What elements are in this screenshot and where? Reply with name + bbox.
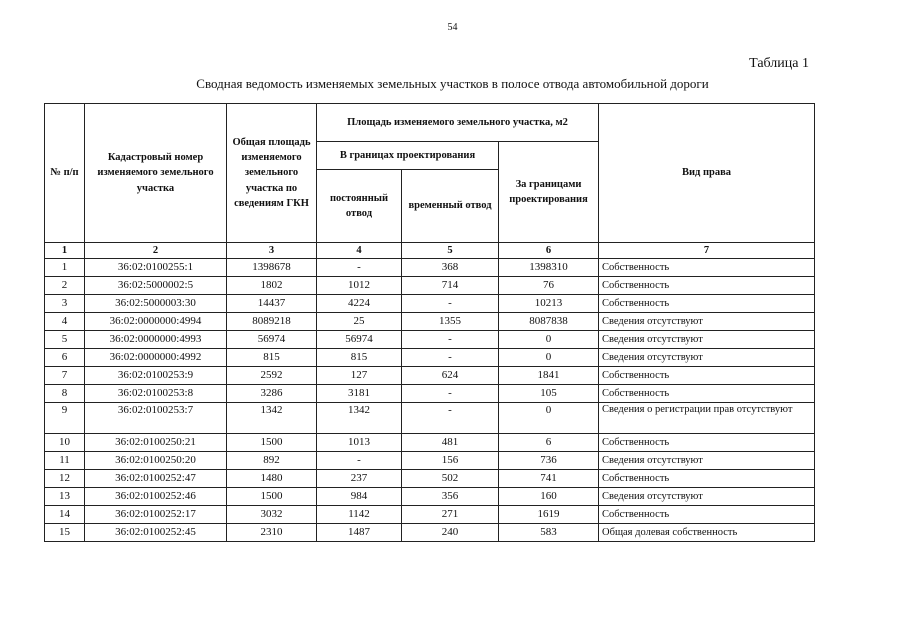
cell-num: 3 (45, 295, 85, 313)
table-row (45, 488, 815, 506)
cell-cadastral: 36:02:0100252:47 (85, 470, 227, 488)
cell-temporary: 156 (402, 452, 499, 470)
cell-num: 14 (45, 506, 85, 524)
cell-outside: 1841 (499, 367, 599, 385)
cell-temporary: - (402, 331, 499, 349)
cell-cadastral: 36:02:0100252:46 (85, 488, 227, 506)
cell-temporary: 502 (402, 470, 499, 488)
cell-num: 7 (45, 367, 85, 385)
header-permanent: постоянный отвод (317, 170, 402, 243)
cell-outside: 105 (499, 385, 599, 403)
cell-right-type: Собственность (599, 470, 815, 488)
table-row (45, 295, 815, 313)
land-plots-table (44, 103, 815, 542)
cell-right-type: Сведения отсутствуют (599, 349, 815, 367)
cell-temporary: 271 (402, 506, 499, 524)
table-label: Таблица 1 (749, 56, 809, 71)
table-row (45, 385, 815, 403)
column-number: 5 (402, 243, 499, 259)
table-row (45, 313, 815, 331)
cell-outside: 0 (499, 331, 599, 349)
cell-right-type: Собственность (599, 434, 815, 452)
column-number-row (45, 243, 815, 259)
cell-cadastral: 36:02:0100253:7 (85, 403, 227, 434)
cell-total-area: 14437 (227, 295, 317, 313)
cell-temporary: 624 (402, 367, 499, 385)
cell-temporary: - (402, 295, 499, 313)
column-number: 7 (599, 243, 815, 259)
cell-temporary: - (402, 403, 499, 434)
cell-outside: 160 (499, 488, 599, 506)
cell-total-area: 3286 (227, 385, 317, 403)
cell-outside: 6 (499, 434, 599, 452)
cell-outside: 1398310 (499, 259, 599, 277)
cell-right-type: Собственность (599, 277, 815, 295)
cell-permanent: 237 (317, 470, 402, 488)
cell-outside: 741 (499, 470, 599, 488)
header-total-area: Общая площадь изменяемого земельного участка по сведениям ГКН (227, 104, 317, 243)
cell-cadastral: 36:02:5000002:5 (85, 277, 227, 295)
cell-cadastral: 36:02:5000003:30 (85, 295, 227, 313)
cell-total-area: 2592 (227, 367, 317, 385)
cell-permanent: 3181 (317, 385, 402, 403)
cell-outside: 1619 (499, 506, 599, 524)
cell-total-area: 1398678 (227, 259, 317, 277)
cell-temporary: 481 (402, 434, 499, 452)
table-row (45, 403, 815, 434)
header-num: № п/п (45, 104, 85, 243)
cell-permanent: 815 (317, 349, 402, 367)
cell-total-area: 892 (227, 452, 317, 470)
cell-num: 8 (45, 385, 85, 403)
table-row (45, 506, 815, 524)
cell-temporary: 356 (402, 488, 499, 506)
table-row (45, 470, 815, 488)
cell-temporary: 714 (402, 277, 499, 295)
header-cadastral: Кадастровый номер изменяемого земельного участка (85, 104, 227, 243)
cell-outside: 8087838 (499, 313, 599, 331)
column-number: 1 (45, 243, 85, 259)
cell-permanent: 25 (317, 313, 402, 331)
cell-cadastral: 36:02:0100252:45 (85, 524, 227, 542)
cell-num: 1 (45, 259, 85, 277)
header-changed-area: Площадь изменяемого земельного участка, м2 (317, 104, 599, 142)
cell-outside: 76 (499, 277, 599, 295)
cell-permanent: - (317, 259, 402, 277)
cell-cadastral: 36:02:0100250:21 (85, 434, 227, 452)
cell-right-type: Сведения отсутствуют (599, 452, 815, 470)
document-title: Сводная ведомость изменяемых земельных участков в полосе отвода автомобильной дороги (196, 76, 709, 91)
cell-num: 10 (45, 434, 85, 452)
cell-outside: 10213 (499, 295, 599, 313)
cell-right-type: Сведения отсутствуют (599, 313, 815, 331)
cell-permanent: 984 (317, 488, 402, 506)
cell-num: 15 (45, 524, 85, 542)
table-row (45, 349, 815, 367)
table-row (45, 259, 815, 277)
cell-total-area: 3032 (227, 506, 317, 524)
cell-temporary: - (402, 385, 499, 403)
cell-permanent: 1487 (317, 524, 402, 542)
column-number: 2 (85, 243, 227, 259)
cell-right-type: Сведения отсутствуют (599, 331, 815, 349)
cell-permanent: 56974 (317, 331, 402, 349)
cell-temporary: 368 (402, 259, 499, 277)
table-row (45, 367, 815, 385)
table-row (45, 434, 815, 452)
cell-cadastral: 36:02:0000000:4994 (85, 313, 227, 331)
cell-permanent: 1342 (317, 403, 402, 434)
cell-num: 2 (45, 277, 85, 295)
cell-temporary: 240 (402, 524, 499, 542)
column-number: 6 (499, 243, 599, 259)
cell-cadastral: 36:02:0100253:9 (85, 367, 227, 385)
cell-right-type: Собственность (599, 506, 815, 524)
cell-num: 11 (45, 452, 85, 470)
cell-permanent: - (317, 452, 402, 470)
cell-cadastral: 36:02:0100253:8 (85, 385, 227, 403)
cell-outside: 583 (499, 524, 599, 542)
cell-cadastral: 36:02:0000000:4992 (85, 349, 227, 367)
cell-right-type: Общая долевая собственность (599, 524, 815, 542)
cell-permanent: 1013 (317, 434, 402, 452)
table-row (45, 331, 815, 349)
cell-num: 6 (45, 349, 85, 367)
cell-cadastral: 36:02:0100252:17 (85, 506, 227, 524)
cell-total-area: 1802 (227, 277, 317, 295)
table-row (45, 452, 815, 470)
cell-right-type: Собственность (599, 295, 815, 313)
cell-permanent: 127 (317, 367, 402, 385)
header-temporary: временный отвод (402, 170, 499, 243)
header-right-type: Вид права (599, 104, 815, 243)
cell-outside: 0 (499, 349, 599, 367)
header-outside: За границами проектирования (499, 142, 599, 243)
cell-temporary: 1355 (402, 313, 499, 331)
cell-right-type: Сведения отсутствуют (599, 488, 815, 506)
cell-permanent: 4224 (317, 295, 402, 313)
cell-temporary: - (402, 349, 499, 367)
cell-right-type: Собственность (599, 367, 815, 385)
cell-right-type: Собственность (599, 259, 815, 277)
table-row (45, 277, 815, 295)
cell-total-area: 815 (227, 349, 317, 367)
cell-num: 5 (45, 331, 85, 349)
cell-total-area: 1342 (227, 403, 317, 434)
page-number: 54 (447, 22, 458, 33)
cell-right-type: Сведения о регистрации прав отсутствуют (599, 403, 815, 434)
cell-total-area: 1500 (227, 434, 317, 452)
table-row (45, 524, 815, 542)
cell-total-area: 8089218 (227, 313, 317, 331)
header-within: В границах проектирования (317, 142, 499, 170)
cell-num: 13 (45, 488, 85, 506)
cell-total-area: 56974 (227, 331, 317, 349)
cell-num: 4 (45, 313, 85, 331)
column-number: 3 (227, 243, 317, 259)
cell-num: 9 (45, 403, 85, 434)
cell-total-area: 2310 (227, 524, 317, 542)
cell-permanent: 1142 (317, 506, 402, 524)
column-number: 4 (317, 243, 402, 259)
table-body (45, 259, 815, 542)
cell-num: 12 (45, 470, 85, 488)
cell-cadastral: 36:02:0000000:4993 (85, 331, 227, 349)
cell-cadastral: 36:02:0100250:20 (85, 452, 227, 470)
cell-total-area: 1500 (227, 488, 317, 506)
cell-outside: 0 (499, 403, 599, 434)
cell-total-area: 1480 (227, 470, 317, 488)
cell-permanent: 1012 (317, 277, 402, 295)
cell-right-type: Собственность (599, 385, 815, 403)
cell-cadastral: 36:02:0100255:1 (85, 259, 227, 277)
cell-outside: 736 (499, 452, 599, 470)
